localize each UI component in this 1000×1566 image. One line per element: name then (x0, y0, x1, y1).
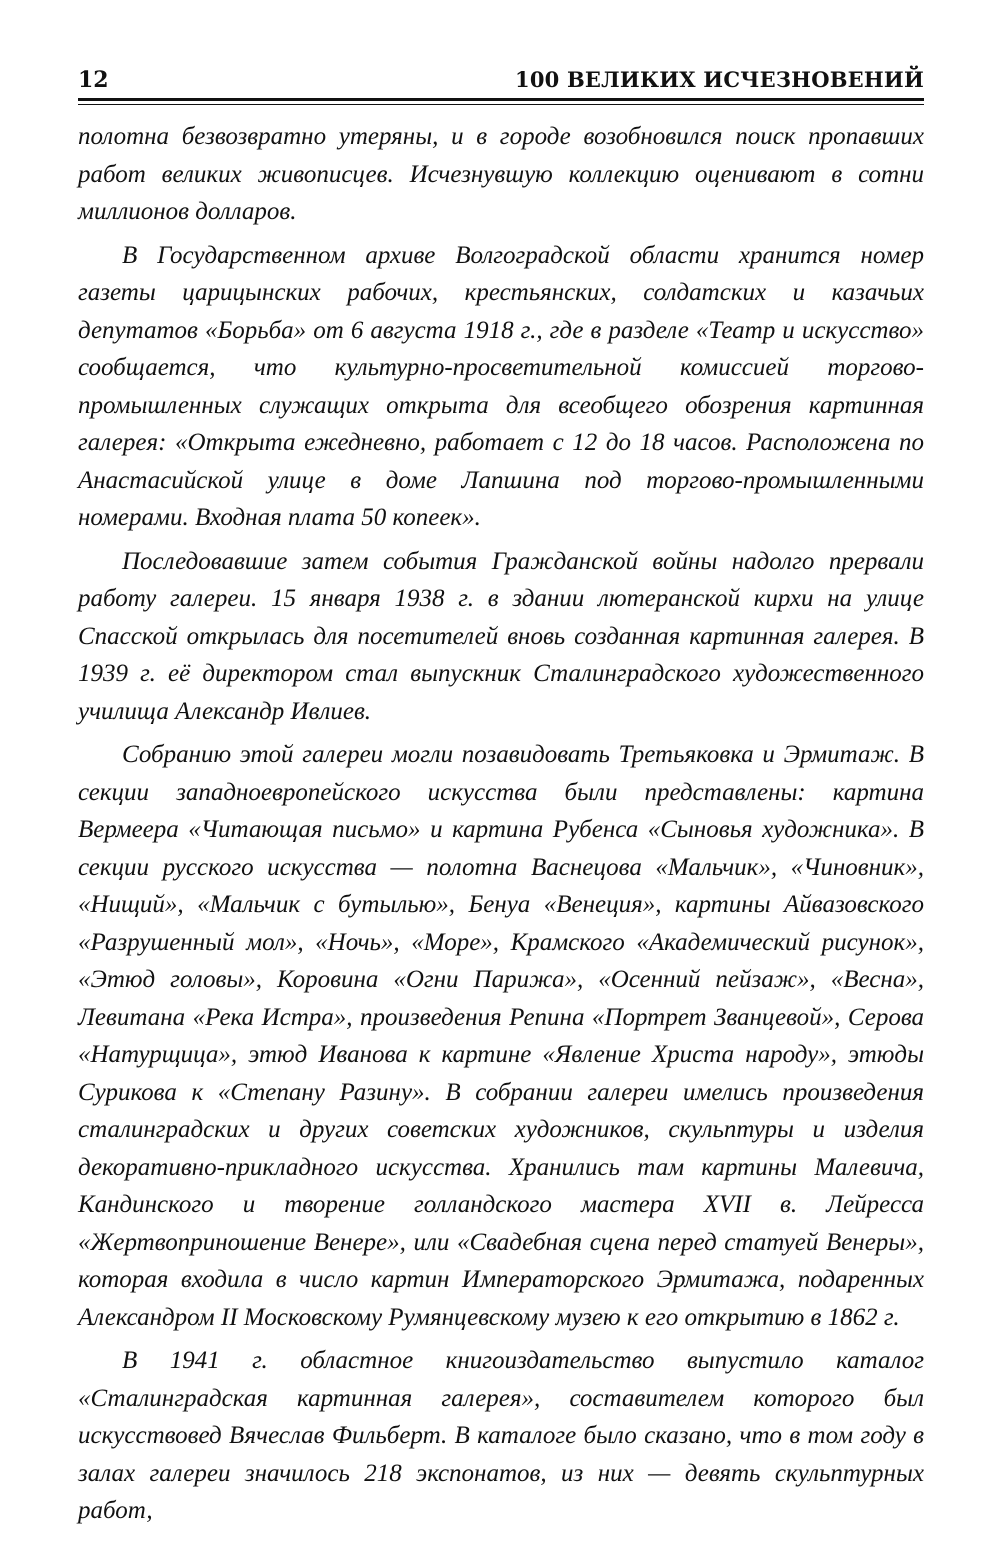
paragraph-collection: Собранию этой галереи могли позавидовать Третьяковка и Эрмитаж. В секции западноевропейского искусства были представлены: картина Вермеера «Читающая письмо» и картина Рубенса «Сыновья художника». В секции русского искусства — полотна Васнецова «Мальчик», «Чиновник», «Нищий», «Мальчик с бутылью», Бенуа «Венеция», картины Айвазовского «Разрушенный мол», «Ночь», «Море», Крамского «Академический рисунок», «Этюд головы», Коровина «Огни Парижа», «Осенний пейзаж», «Весна», Левитана «Река Истра», произведения Репина «Портрет Званцевой», Серова «Натурщица», этюд Иванова к картине «Явление Христа народу», этюды Сурикова к «Степану Разину». В собрании галереи имелись произведения сталинградских и других советских художников, скульптуры и изделия декоративно-прикладного искусства. Хранились там картины Малевича, Кандинского и творение голландского мастера XVII в. Лейресса «Жертвоприношение Венере», или «Свадебная сцена перед статуей Венеры», которая входила в число картин Императорского Эрмитажа, подаренных Александром II Московскому Румянцевскому музею к его открытию в 1862 г. (78, 741, 924, 1331)
paragraph-continuation: полотна безвозвратно утеряны, и в городе возобновился поиск пропавших работ великих живописцев. Исчезнувшую коллекцию оценивают в сотни миллионов долларов. (78, 123, 924, 225)
page-header (78, 64, 924, 96)
header-rule-thin (78, 104, 924, 105)
paragraph-catalog-1941: В 1941 г. областное книгоиздательство выпустило каталог «Сталинградская картинная галерея», составителем которого был искусствовед Вячеслав Фильберт. В каталоге было сказано, что в том году в залах галереи значилось 218 экспонатов, из них — девять скульптурных работ, (78, 1347, 924, 1524)
page-number: 12 (78, 67, 109, 93)
paragraph-civil-war: Последовавшие затем события Гражданской войны надолго прервали работу галереи. 15 января 1938 г. в здании лютеранской кирхи на улице Спасской открылась для посетителей вновь созданная картинная галерея. В 1939 г. её директором стал выпускник Сталинградского художественного училища Александр Ивлиев. (78, 547, 924, 725)
page-body (78, 118, 924, 1530)
header-rule-thick (78, 98, 924, 101)
paragraph-archive-newspaper: В Государственном архиве Волгоградской области хранится номер газеты царицынских рабочих, крестьянских, солдатских и казачьих депутатов «Борьба» от 6 августа 1918 г., где в разделе «Театр и искусство» сообщается, что культурно-просветительной комиссией торгово-промышленных служащих открыта для всеобщего обозрения картинная галерея: «Открыта ежедневно, работает с 12 до 18 часов. Расположена по Анастасийской улице в доме Лапшина под торгово-промышленными номерами. Входная плата 50 копеек». (78, 241, 924, 531)
running-title: 100 ВЕЛИКИХ ИСЧЕЗНОВЕНИЙ (515, 67, 924, 92)
